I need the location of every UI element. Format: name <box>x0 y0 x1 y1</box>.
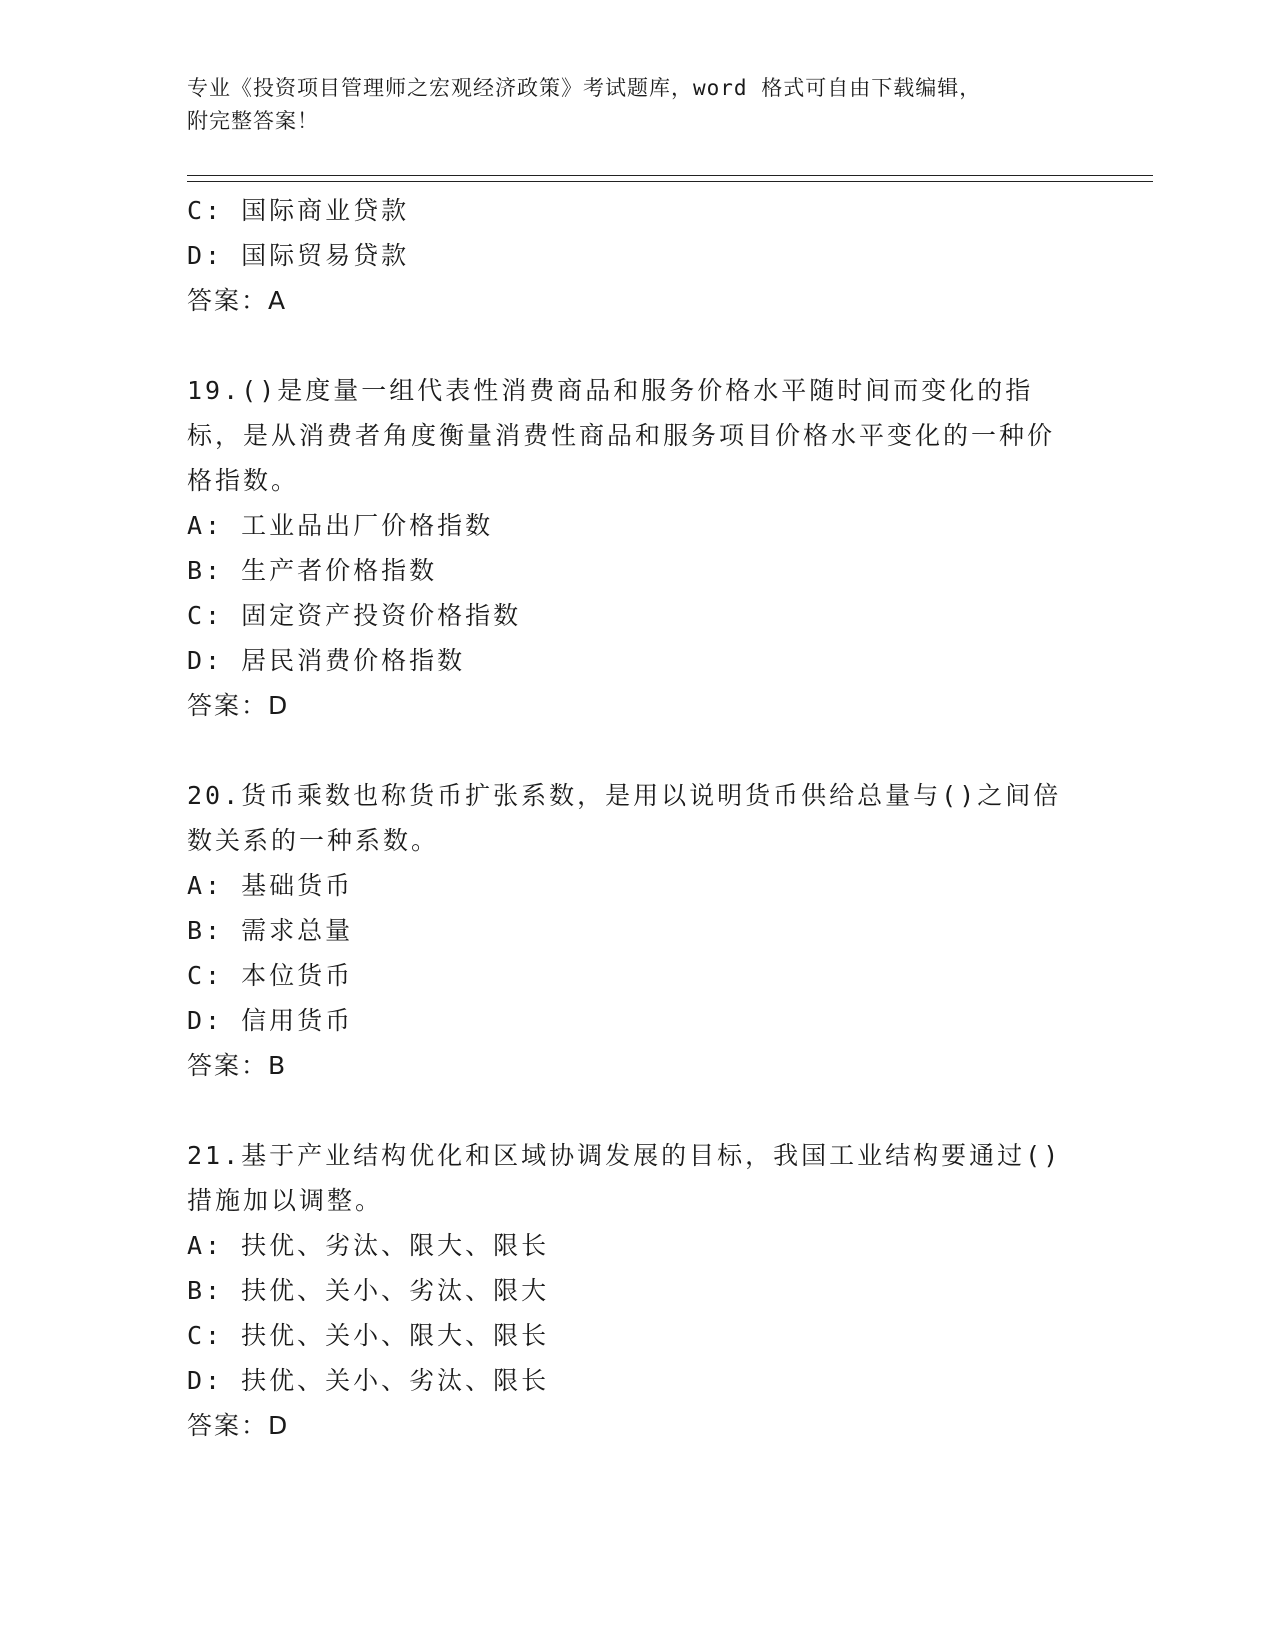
answer: 答案：D <box>187 691 290 720</box>
option-a: A: 工业品出厂价格指数 <box>187 511 494 540</box>
option-a: A: 扶优、劣汰、限大、限长 <box>187 1231 550 1260</box>
header-divider-bottom <box>187 181 1153 182</box>
option-c: C: 固定资产投资价格指数 <box>187 601 522 630</box>
option-c: C: 本位货币 <box>187 961 354 990</box>
header-line-2: 附完整答案！ <box>187 109 319 133</box>
question-text: 20.货币乘数也称货币扩张系数，是用以说明货币供给总量与()之间倍数关系的一种系数。 <box>187 781 1062 855</box>
option-a: A: 基础货币 <box>187 871 354 900</box>
question-18 <box>187 188 1067 323</box>
option-d: D: 信用货币 <box>187 1006 354 1035</box>
question-21 <box>187 1133 1067 1448</box>
option-c: C: 扶优、关小、限大、限长 <box>187 1321 550 1350</box>
option-c: C: 国际商业贷款 <box>187 196 410 225</box>
option-d: D: 居民消费价格指数 <box>187 646 466 675</box>
option-b: B: 生产者价格指数 <box>187 556 438 585</box>
question-20 <box>187 773 1067 1088</box>
question-19 <box>187 368 1067 728</box>
header-line-1: 专业《投资项目管理师之宏观经济政策》考试题库，word 格式可自由下载编辑， <box>187 76 982 100</box>
answer: 答案：A <box>187 286 288 315</box>
header-divider-top <box>187 175 1153 176</box>
option-d: D: 扶优、关小、劣汰、限长 <box>187 1366 550 1395</box>
option-d: D: 国际贸易贷款 <box>187 241 410 270</box>
question-list <box>187 188 1067 1448</box>
option-b: B: 扶优、关小、劣汰、限大 <box>187 1276 550 1305</box>
option-b: B: 需求总量 <box>187 916 354 945</box>
answer: 答案：D <box>187 1411 290 1440</box>
answer: 答案：B <box>187 1051 288 1080</box>
question-text: 19.()是度量一组代表性消费商品和服务价格水平随时间而变化的指标，是从消费者角度衡量消费性商品和服务项目价格水平变化的一种价格指数。 <box>187 376 1056 495</box>
document-header <box>187 72 1067 138</box>
question-text: 21.基于产业结构优化和区域协调发展的目标，我国工业结构要通过()措施加以调整。 <box>187 1141 1062 1215</box>
